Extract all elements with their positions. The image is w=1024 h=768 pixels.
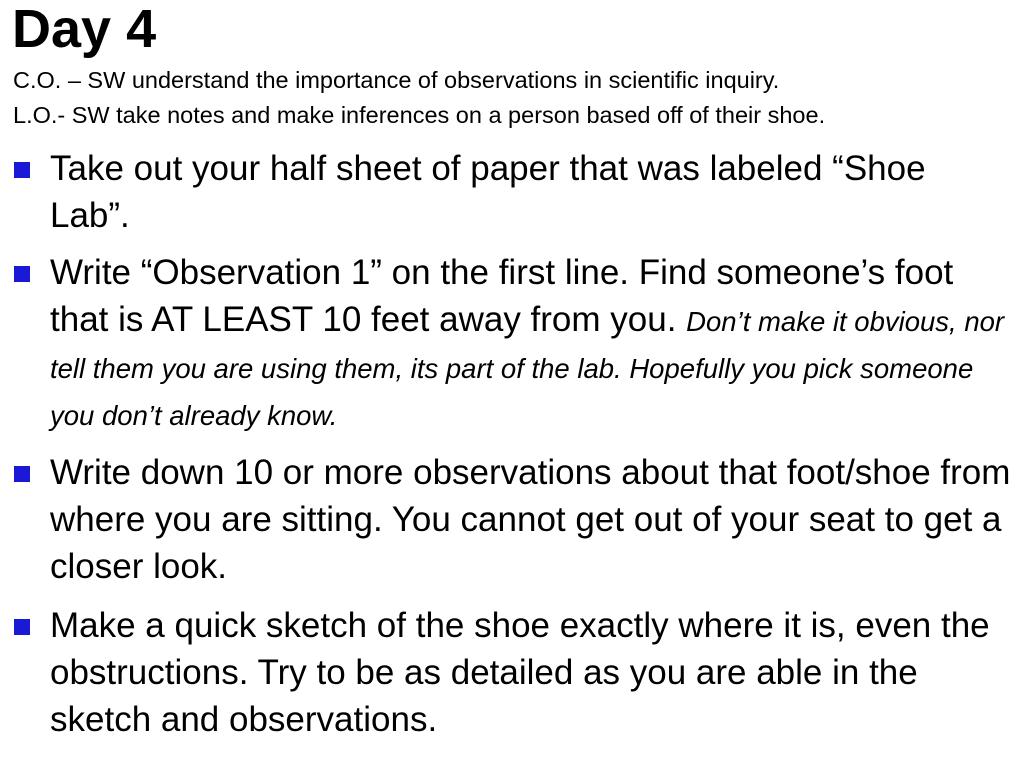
bullet-text: Write down 10 or more observations about that foot/shoe from where you are sitting. You cannot get out of your seat to get a closer look. xyxy=(50,453,1011,586)
slide-title: Day 4 xyxy=(12,0,157,59)
square-bullet-icon xyxy=(14,266,30,282)
square-bullet-icon xyxy=(14,466,30,482)
bullet-item xyxy=(0,449,1024,590)
bullet-item xyxy=(0,249,1024,437)
language-objective: L.O.- SW take notes and make inferences on a person based off of their shoe. xyxy=(13,102,826,128)
bullet-item xyxy=(0,602,1024,743)
bullet-item xyxy=(0,145,1024,239)
bullet-text: Take out your half sheet of paper that was labeled “Shoe Lab”. xyxy=(50,149,926,235)
bullet-text: Write “Observation 1” on the first line. Find someone’s foot that is AT LEAST 10 feet away from you. xyxy=(50,253,954,339)
square-bullet-icon xyxy=(14,162,30,178)
bullet-list xyxy=(0,145,1024,755)
bullet-italic-note: Don’t make it obvious, nor tell them you are using them, its part of the lab. Hopefully you pick someone you don’t already know. xyxy=(50,306,1005,431)
square-bullet-icon xyxy=(14,619,30,635)
bullet-text: Make a quick sketch of the shoe exactly where it is, even the obstructions. Try to be as detailed as you are able in the sketch and observations. xyxy=(50,606,990,739)
content-objective: C.O. – SW understand the importance of observations in scientific inquiry. xyxy=(13,67,780,93)
